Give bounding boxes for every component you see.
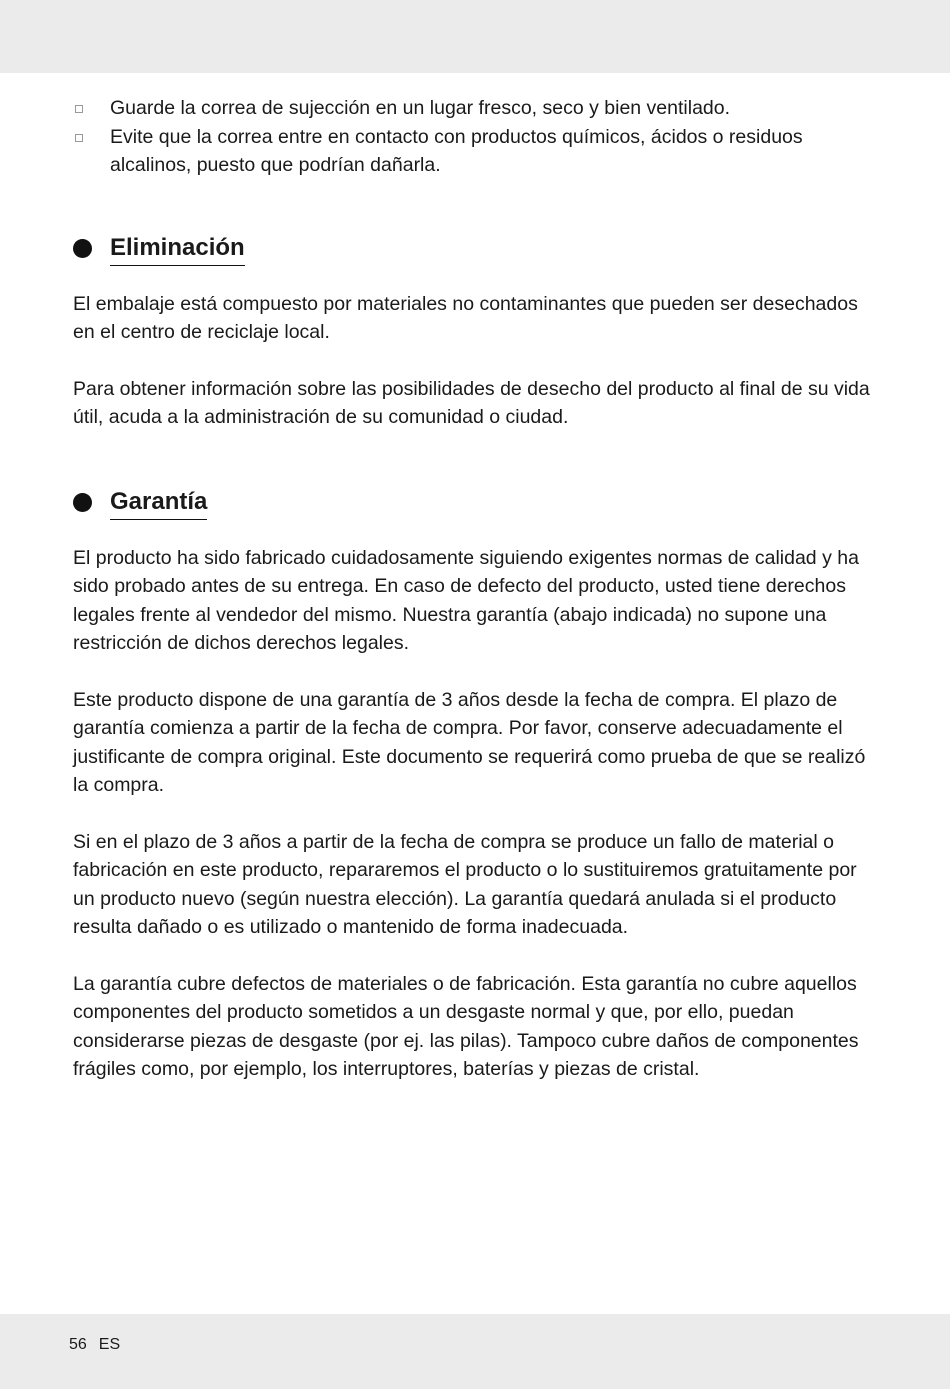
list-item [73, 94, 881, 123]
paragraph: Para obtener información sobre las posibilidades de desecho del producto al final de su vida útil, acuda a la administración de su comunidad o ciudad. [73, 377, 870, 428]
bullet-dot-icon [73, 239, 92, 258]
page-content [73, 94, 881, 1084]
bullet-dot-icon [73, 493, 92, 512]
section-title: Eliminación [110, 232, 245, 266]
paragraph: La garantía cubre defectos de materiales o de fabricación. Esta garantía no cubre aquellos componentes del producto sometidos a un desgaste normal y que, por ello, puedan considerarse piezas de desgaste (por ej. las pilas). Tampoco cubre daños de componentes frágiles como, por ejemplo, los interruptores, baterías y piezas de cristal. [73, 972, 859, 1080]
language-code: ES [98, 1336, 121, 1353]
page-number: 56 [69, 1336, 87, 1353]
care-instructions-list [73, 94, 881, 180]
section-title: Garantía [110, 486, 207, 520]
section-heading-eliminacion [73, 232, 881, 266]
header-band [0, 0, 950, 73]
checkbox-bullet-icon [75, 105, 83, 113]
paragraph: Este producto dispone de una garantía de 3 años desde la fecha de compra. El plazo de garantía comienza a partir de la fecha de compra. Por favor, conserve adecuadamente el justificante de compra original. Este documento se requerirá como prueba de que se realizó la compra. [73, 688, 866, 796]
checkbox-bullet-icon [75, 134, 83, 142]
paragraph: El producto ha sido fabricado cuidadosamente siguiendo exigentes normas de calidad y ha sido probado antes de su entrega. En caso de defecto del producto, usted tiene derechos legales frente al vendedor del mismo. Nuestra garantía (abajo indicada) no supone una restricción de dichos derechos legales. [73, 546, 859, 654]
list-item-text: Guarde la correa de sujección en un lugar fresco, seco y bien ventilado. [110, 97, 731, 119]
section-heading-garantia [73, 486, 881, 520]
page-footer [69, 1334, 132, 1356]
list-item-text: Evite que la correa entre en contacto con productos químicos, ácidos o residuos alcalinos, puesto que podrían dañarla. [110, 125, 803, 176]
footer-band [0, 1314, 950, 1389]
paragraph: El embalaje está compuesto por materiales no contaminantes que pueden ser desechados en el centro de reciclaje local. [73, 292, 858, 343]
paragraph: Si en el plazo de 3 años a partir de la fecha de compra se produce un fallo de material o fabricación en este producto, repararemos el producto o lo sustituiremos gratuitamente por un producto nuevo (según nuestra elección). La garantía quedará anulada si el producto resulta dañado o es utilizado o mantenido de forma inadecuada. [73, 830, 857, 938]
list-item [73, 123, 881, 180]
